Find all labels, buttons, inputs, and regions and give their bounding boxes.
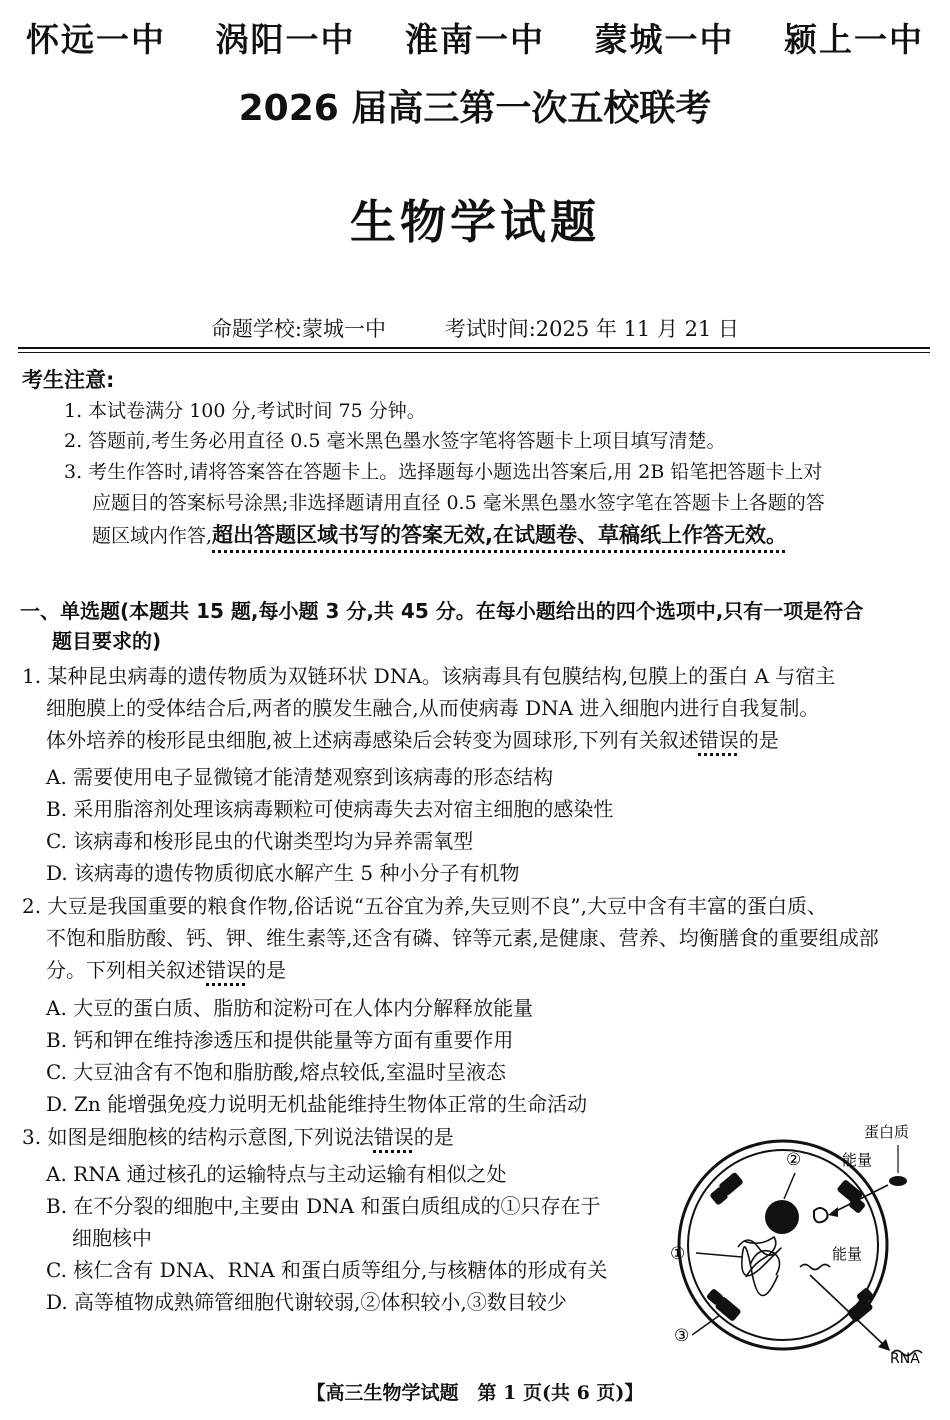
section-heading-cont: 题目要求的) [52,629,162,653]
exam-time: 考试时间:2025 年 11 月 21 日 [444,317,740,341]
rna-strand [800,1265,830,1270]
question-1-option-d: D. 该病毒的遗传物质彻底水解产生 5 种小分子有机物 [46,861,520,885]
nuclear-pore [846,1287,874,1323]
protein-in-nucleus [814,1208,828,1222]
label-rna: RNA [890,1351,920,1367]
notice-text: 题区域内作答, [92,525,213,547]
question-1-option-b: B. 采用脂溶剂处理该病毒颗粒可使病毒失去对宿主细胞的感染性 [46,797,614,821]
label-protein: 蛋白质 [864,1123,910,1141]
chromatin [738,1237,781,1296]
school-name: 涡阳一中 [215,20,356,59]
nucleus-diagram [660,1115,945,1370]
question-2-stem: 2. 大豆是我国重要的粮食作物,俗话说“五谷宜为养,失豆则不良”,大豆中含有丰富的蛋白质、 [22,894,827,918]
notice-title: 考生注意: [22,368,115,392]
proposer: 命题学校:蒙城一中 [210,317,387,341]
section-heading: 一、单选题(本题共 15 题,每小题 3 分,共 45 分。在每小题给出的四个选项中,只有一项是符合 [20,599,864,623]
notice-item-cont: 应题目的答案标号涂黑;非选择题请用直径 0.5 毫米黑色墨水签字笔在答题卡上各题的答 [92,492,825,514]
question-2-option-c: C. 大豆油含有不饱和脂肪酸,熔点较低,室温时呈液态 [46,1060,507,1084]
leader-line [784,1173,795,1199]
label-3: ③ [674,1326,690,1346]
question-3-option-a: A. RNA 通过核孔的运输特点与主动运输有相似之处 [46,1162,507,1186]
question-1-stem-cont [46,724,934,756]
notice-item-cont [92,520,932,552]
question-1-option-a: A. 需要使用电子显微镜才能清楚观察到该病毒的形态结构 [46,765,554,789]
school-name: 淮南一中 [405,20,545,59]
stem-text: 的是 [246,958,286,982]
question-3-option-b: B. 在不分裂的细胞中,主要由 DNA 和蛋白质组成的①只存在于 [46,1194,601,1218]
school-name: 蒙城一中 [594,20,735,59]
question-2-option-d: D. Zn 能增强免疫力说明无机盐能维持生物体正常的生命活动 [46,1092,588,1116]
school-list [0,14,950,61]
notice-item: 2. 答题前,考生务必用直径 0.5 毫米黑色墨水签字笔将答题卡上项目填写清楚。 [64,430,726,452]
protein-icon [889,1176,907,1186]
stem-text: 3. 如图是细胞核的结构示意图,下列说法 [22,1125,374,1149]
header-rule-thin [18,352,930,353]
subject-title: 生物学试题 [350,195,600,249]
stem-text: 的是 [738,728,779,752]
leader-line [696,1253,742,1257]
exam-title: 2026 届高三第一次五校联考 [238,88,712,129]
emphasis-wrong: 错误 [373,1125,414,1149]
stem-text: 体外培养的梭形昆虫细胞,被上述病毒感染后会转变为圆球形,下列有关叙述 [46,728,699,752]
stem-text: 分。下列相关叙述 [46,958,206,982]
emphasis-wrong: 错误 [206,958,246,982]
question-3-option-d: D. 高等植物成熟筛管细胞代谢较弱,②体积较小,③数目较少 [46,1290,567,1314]
page-footer: 【高三生物学试题 第 1 页(共 6 页)】 [306,1382,644,1404]
question-2-option-a: A. 大豆的蛋白质、脂肪和淀粉可在人体内分解释放能量 [46,996,534,1020]
label-1: ① [670,1244,686,1264]
question-1-stem: 1. 某种昆虫病毒的遗传物质为双链环状 DNA。该病毒具有包膜结构,包膜上的蛋白 A 与宿主 [22,664,836,688]
question-3-option-c: C. 核仁含有 DNA、RNA 和蛋白质等组分,与核糖体的形成有关 [46,1258,608,1282]
question-2-option-b: B. 钙和钾在维持渗透压和提供能量等方面有重要作用 [46,1028,514,1052]
rna-export-arrow [810,1275,886,1347]
emphasis-wrong: 错误 [698,728,739,752]
question-3-option-b-cont: 细胞核中 [72,1226,152,1250]
header-rule [18,347,930,349]
label-2: ② [786,1150,802,1170]
notice-item: 1. 本试卷满分 100 分,考试时间 75 分钟。 [64,400,426,422]
question-1-option-c: C. 该病毒和梭形昆虫的代谢类型均为异养需氧型 [46,829,474,853]
school-name: 颍上一中 [784,20,924,59]
notice-item: 3. 考生作答时,请将答案答在答题卡上。选择题每小题选出答案后,用 2B 铅笔把答题卡上对 [64,461,823,483]
label-energy: 能量 [832,1245,863,1263]
label-energy: 能量 [842,1151,873,1169]
school-name: 怀远一中 [26,20,166,59]
nuclear-pore [709,1172,744,1206]
nuclear-pore [706,1288,742,1322]
notice-emphasis: 超出答题区域书写的答案无效,在试题卷、草稿纸上作答无效。 [212,523,788,547]
question-2-stem-cont [46,954,934,986]
question-1-stem-cont: 细胞膜上的受体结合后,两者的膜发生融合,从而使病毒 DNA 进入细胞内进行自我复制。 [46,696,820,720]
question-2-stem-cont: 不饱和脂肪酸、钙、钾、维生素等,还含有磷、锌等元素,是健康、营养、均衡膳食的重要组成部 [46,926,879,950]
arrowhead [828,1207,838,1217]
nucleolus [765,1200,799,1234]
stem-text: 的是 [413,1125,454,1149]
exam-meta [0,313,950,343]
